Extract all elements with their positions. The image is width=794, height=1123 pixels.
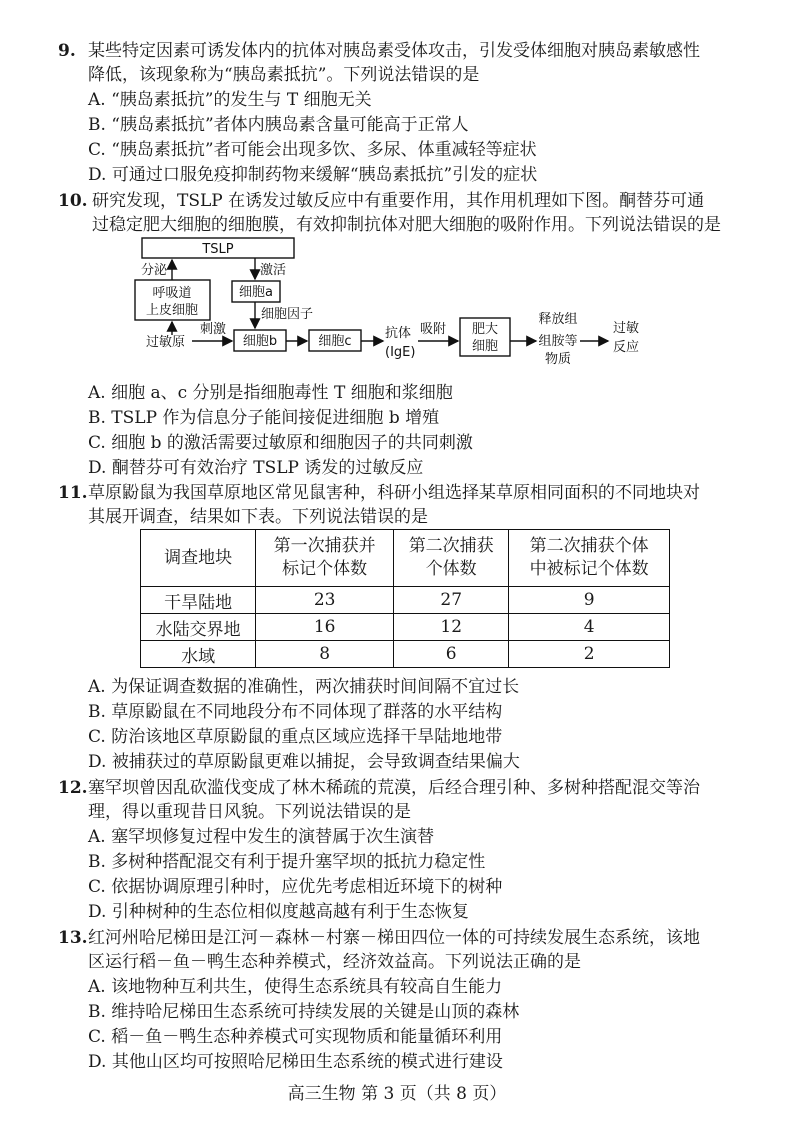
answer-option-d[interactable]: D. 可通过口服免疫抑制药物来缓解“胰岛素抵抗”引发的症状 [88,165,538,185]
table-cell: 干旱陆地 [141,587,256,614]
question-number: 12. [58,778,88,798]
table-header-cell: 第二次捕获个体 中被标记个体数 [509,530,670,587]
answer-option-b[interactable]: B. 多树种搭配混交有利于提升塞罕坝的抵抗力稳定性 [88,852,486,872]
answer-option-a[interactable]: A. 塞罕坝修复过程中发生的演替属于次生演替 [88,827,435,847]
answer-option-d[interactable]: D. 酮替芬可有效治疗 TSLP 诱发的过敏反应 [88,458,424,478]
stimulate-label: 刺激 [200,322,227,337]
answer-option-a[interactable]: A. 该地物种互利共生，使得生态系统具有较高自生能力 [88,977,503,997]
table-cell: 8 [256,641,394,668]
cell-a-label: 细胞a [239,285,273,300]
release-label-line2: 组胺等 [538,334,578,349]
table-row [141,614,670,641]
secrete-label: 分泌 [141,263,168,278]
question-number: 9. [58,41,76,61]
epithelial-label-line2: 上皮细胞 [145,303,199,318]
question-stem-line: 草原鼢鼠为我国草原地区常见鼠害种，科研小组选择某草原相同面积的不同地块对 [88,483,700,503]
question-stem-line: 红河州哈尼梯田是江河－森林－村寨－梯田四位一体的可持续发展生态系统，该地 [88,928,700,948]
page-footer: 高三生物 第 3 页（共 8 页） [287,1084,507,1104]
answer-option-b[interactable]: B. TSLP 作为信息分子能间接促进细胞 b 增殖 [88,408,440,428]
question-stem-line: 研究发现，TSLP 在诱发过敏反应中有重要作用，其作用机理如下图。酮替芬可通 [92,191,705,211]
answer-option-d[interactable]: D. 引种树种的生态位相似度越高越有利于生态恢复 [88,902,469,922]
antibody-label-line1: 抗体 [385,326,412,341]
release-label-line3: 物质 [544,352,572,367]
table-cell: 2 [509,641,670,668]
answer-option-b[interactable]: B. 草原鼢鼠在不同地段分布不同体现了群落的水平结构 [88,702,503,722]
question-stem-line: 过稳定肥大细胞的细胞膜，有效抑制抗体对肥大细胞的吸附作用。下列说法错误的是 [92,215,721,235]
tslp-label: TSLP [202,242,234,257]
activate-label: 激活 [260,263,287,278]
table-header-cell: 第一次捕获并 标记个体数 [256,530,394,587]
table-cell: 23 [256,587,394,614]
answer-option-c[interactable]: C. 细胞 b 的激活需要过敏原和细胞因子的共同刺激 [88,433,473,453]
table-row [141,641,670,668]
cell-c-label: 细胞c [318,334,352,349]
cytokine-label: 细胞因子 [261,307,314,322]
reaction-label-line1: 过敏 [612,321,640,336]
release-label-line1: 释放组 [538,312,578,327]
answer-option-c[interactable]: C. 稻－鱼－鸭生态种养模式可实现物质和能量循环利用 [88,1027,503,1047]
answer-option-b[interactable]: B. “胰岛素抵抗”者体内胰岛素含量可能高于正常人 [88,115,469,135]
table-cell: 16 [256,614,394,641]
cell-b-label: 细胞b [242,334,278,349]
reaction-label-line2: 反应 [612,340,640,355]
table-cell: 水域 [141,641,256,668]
mast-cell-label-line2: 细胞 [471,339,499,354]
question-number: 11. [58,483,88,503]
answer-option-c[interactable]: C. 防治该地区草原鼢鼠的重点区域应选择干旱陆地地带 [88,727,503,747]
antibody-label-line2: (IgE) [385,345,416,360]
answer-option-b[interactable]: B. 维持哈尼梯田生态系统可持续发展的关键是山顶的森林 [88,1002,520,1022]
table-cell: 水陆交界地 [141,614,256,641]
table-header-cell: 第二次捕获 个体数 [394,530,509,587]
table-cell: 27 [394,587,509,614]
question-stem-line: 其展开调查，结果如下表。下列说法错误的是 [88,507,428,527]
adsorb-label: 吸附 [420,322,447,337]
question-stem-line: 降低，该现象称为“胰岛素抵抗”。下列说法错误的是 [88,65,480,85]
epithelial-label-line1: 呼吸道 [152,286,192,301]
question-number: 10. [58,191,88,211]
mast-cell-label-line1: 肥大 [471,322,499,337]
answer-option-a[interactable]: A. “胰岛素抵抗”的发生与 T 细胞无关 [88,90,372,110]
survey-table [140,529,670,668]
answer-option-a[interactable]: A. 为保证调查数据的准确性，两次捕获时间间隔不宜过长 [88,677,520,697]
table-cell: 4 [509,614,670,641]
answer-option-d[interactable]: D. 被捕获过的草原鼢鼠更难以捕捉，会导致调查结果偏大 [88,752,520,772]
table-header-row [141,530,670,587]
answer-option-c[interactable]: C. “胰岛素抵抗”者可能会出现多饮、多尿、体重减轻等症状 [88,140,537,160]
answer-option-d[interactable]: D. 其他山区均可按照哈尼梯田生态系统的模式进行建设 [88,1052,503,1072]
answer-option-c[interactable]: C. 依据协调原理引种时，应优先考虑相近环境下的树种 [88,877,503,897]
question-stem-line: 理，得以重现昔日风貌。下列说法错误的是 [88,802,411,822]
table-cell: 12 [394,614,509,641]
question-stem-line: 塞罕坝曾因乱砍滥伐变成了林木稀疏的荒漠，后经合理引种、多树种搭配混交等治 [88,778,700,798]
question-stem-line: 区运行稻－鱼－鸭生态种养模式，经济效益高。下列说法正确的是 [88,952,581,972]
table-row [141,587,670,614]
question-number: 13. [58,928,88,948]
table-cell: 6 [394,641,509,668]
table-header-cell: 调查地块 [141,530,256,587]
table-cell: 9 [509,587,670,614]
answer-option-a[interactable]: A. 细胞 a、c 分别是指细胞毒性 T 细胞和浆细胞 [88,383,453,403]
question-stem-line: 某些特定因素可诱发体内的抗体对胰岛素受体攻击，引发受体细胞对胰岛素敏感性 [88,41,700,61]
allergen-label: 过敏原 [146,335,186,350]
